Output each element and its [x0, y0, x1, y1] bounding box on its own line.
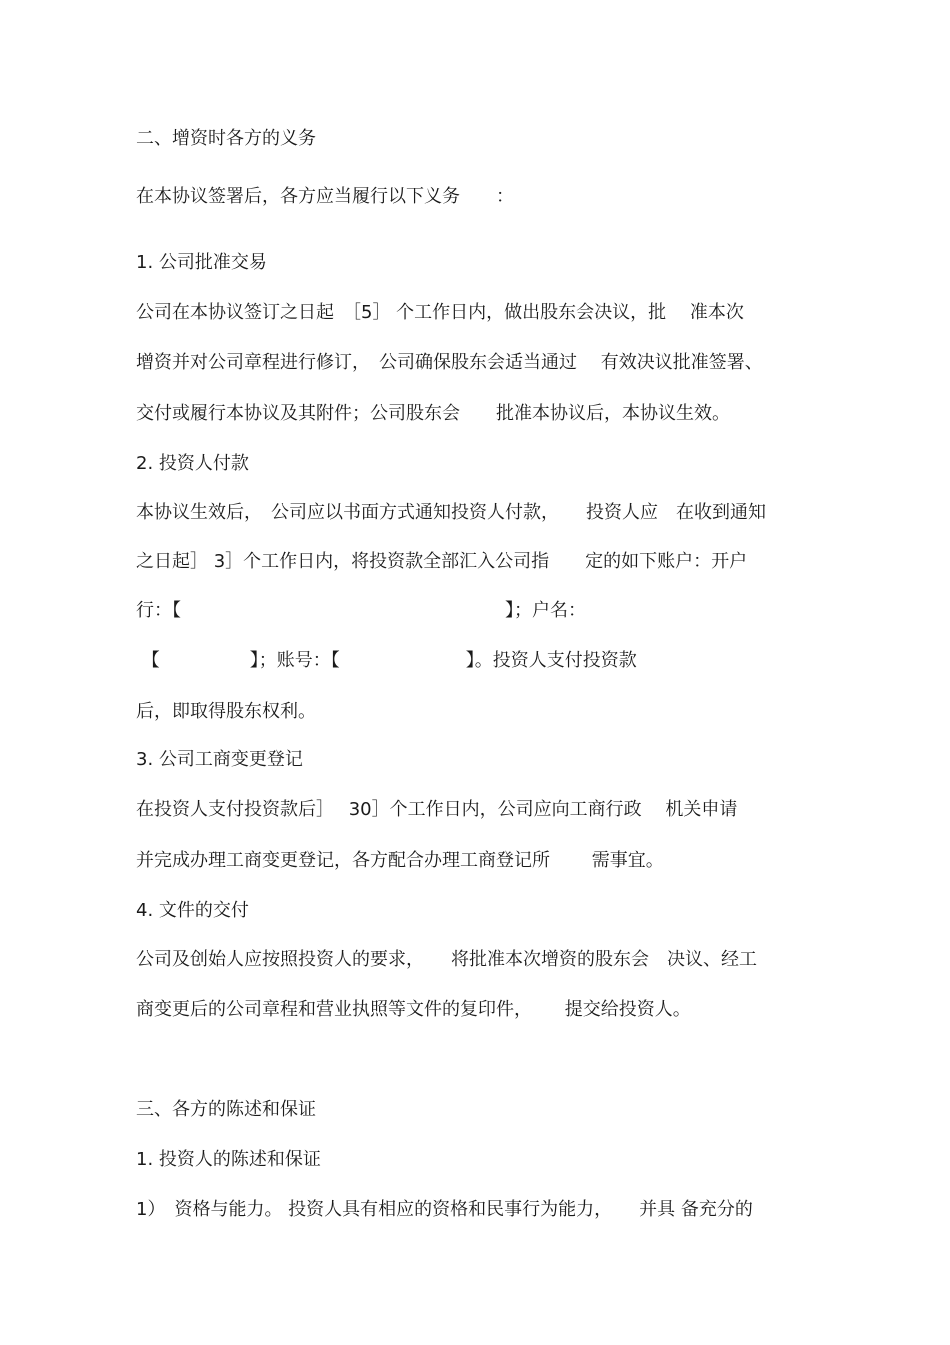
item-4-line: 商变更后的公司章程和营业执照等文件的复印件， 提交给投资人。 [136, 999, 691, 1020]
item-2-line: 行：【 】；户名： [136, 600, 586, 621]
item-1-heading: 1. 公司批准交易 [136, 252, 267, 273]
item-1-line: 增资并对公司章程进行修订， 公司确保股东会适当通过 有效决议批准签署、 [136, 352, 763, 373]
item-2-line: 后，即取得股东权利。 [136, 701, 316, 722]
item-1-line: 公司在本协议签订之日起 ［5］ 个工作日内，做出股东会决议，批 准本次 [136, 302, 744, 323]
item-2-line: 之日起］ 3］个工作日内，将投资款全部汇入公司指 定的如下账户：开户 [136, 551, 748, 572]
item-1-line: 交付或履行本协议及其附件；公司股东会 批准本协议后，本协议生效。 [136, 403, 730, 424]
item-3-heading: 3. 公司工商变更登记 [136, 749, 303, 770]
item-2-line: 本协议生效后， 公司应以书面方式通知投资人付款， 投资人应 在收到通知 [136, 502, 766, 523]
item-2-line: 【 】；账号：【 】。投资人支付投资款 [136, 650, 637, 671]
item-4-line: 公司及创始人应按照投资人的要求， 将批准本次增资的股东会 决议、经工 [136, 949, 757, 970]
item-3-line: 并完成办理工商变更登记，各方配合办理工商登记所 需事宜。 [136, 850, 664, 871]
intro-paragraph: 在本协议签署后，各方应当履行以下义务 ： [136, 186, 514, 207]
subsection-1-heading: 1. 投资人的陈述和保证 [136, 1149, 321, 1170]
item-2-heading: 2. 投资人付款 [136, 453, 249, 474]
item-3-line: 在投资人支付投资款后］ 30］个工作日内，公司应向工商行政 机关申请 [136, 799, 738, 820]
subsection-1-line: 1） 资格与能力。 投资人具有相应的资格和民事行为能力， 并具 备充分的 [136, 1199, 753, 1220]
item-4-heading: 4. 文件的交付 [136, 900, 249, 921]
section-3-heading: 三、各方的陈述和保证 [136, 1099, 316, 1120]
section-2-heading: 二、增资时各方的义务 [136, 128, 316, 149]
